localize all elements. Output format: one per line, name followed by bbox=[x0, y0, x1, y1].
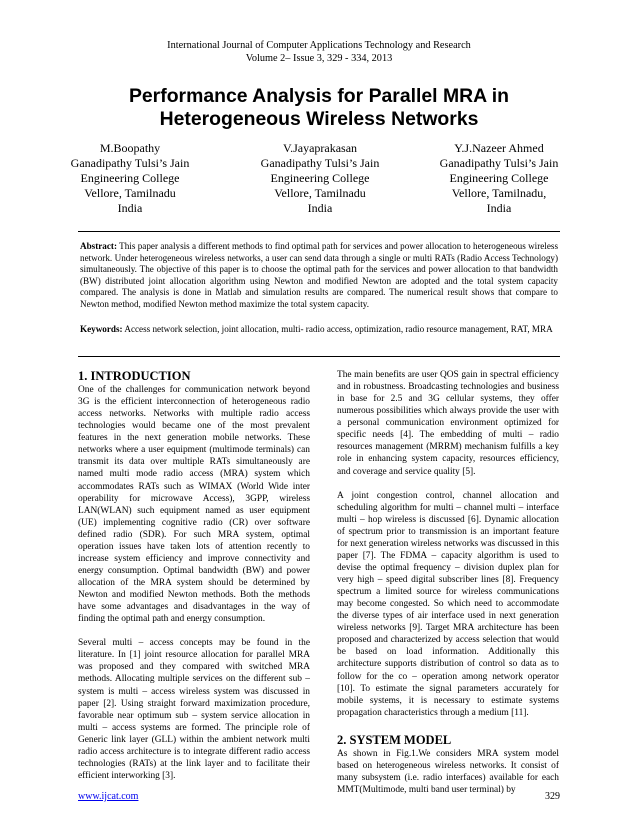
keywords bbox=[80, 321, 558, 338]
author-block bbox=[60, 141, 580, 215]
author-country: India bbox=[117, 201, 143, 215]
author-institute: Ganadipathy Tulsi’s Jain bbox=[70, 156, 190, 170]
author-institute: Engineering College bbox=[449, 171, 549, 185]
paragraph: Several multi – access concepts may be found in the literature. In [1] joint resource allocation for parallel MRA was proposed and they compared with switched MRA methods. Allocating multiple services on the different sub – system is multi – access wireless system was discussed in paper [2]. Using straight forward maximization procedure, favorable near optimum sub – system service allocation in multi – access systems are formed. The principle role of Generic link layer (GLL) within the ambient network multi radio access architecture is to integrate different radio access technologies (RATs) at the link layer and to facilitate their efficient interworking [3]. bbox=[78, 638, 310, 781]
paper-title bbox=[0, 85, 638, 131]
author-country: India bbox=[307, 201, 333, 215]
abstract-label: Abstract: bbox=[80, 241, 117, 251]
journal-name: International Journal of Computer Applications Technology and Research bbox=[167, 40, 471, 51]
paragraph: The main benefits are user QOS gain in spectral efficiency and in robustness. Broadcasting technologies and business in base for 2.5 and 3G cellular systems, they offer numerous possibilities which always provide the user with a personal communication environment optimized for specific needs [4]. The embedding of multi – radio resources management (MRRM) mechanism fulfills a key role in enhancing system capacity, resources efficiency, and coverage and service quality [5]. bbox=[337, 370, 559, 477]
page-number: 329 bbox=[545, 791, 560, 802]
keywords-text: Access network selection, joint allocation, multi- radio access, optimization, radio resource management, RAT, MRA bbox=[122, 324, 553, 334]
paragraph: One of the challenges for communication network beyond 3G is the efficient interconnection of heterogeneous radio access networks. Networks with multiple radio access technologies would became one of the most prevalent features in the next generation mobile networks. These networks where a user equipment (multimode terminals) can transmit its data over multiple RATs simultaneously are named multi mode radio access (MRA) system which accommodates RATs such as WIMAX (World Wide inter operability for microwave Access), 3GPP, wireless LAN(WLAN) such equipment named as user equipment (UE) implementing cognitive radio (CR) over software defined radio (SDR). For such MRA system, optimal operation issues have taken lots of attention recently to increase system efficiency and improve connectivity and energy consumption. Optimal bandwidth (BW) and power allocation of the MRA system should be determined by Newton and modified Newton methods. Both the methods have some advantages and disadvantages in the way of finding the optimal path and energy consumption. bbox=[78, 385, 310, 625]
author-institute: Ganadipathy Tulsi’s Jain bbox=[439, 156, 559, 170]
divider-bottom bbox=[78, 356, 560, 357]
author-name: V.Jayaprakasan bbox=[282, 141, 358, 155]
left-column bbox=[78, 369, 310, 782]
section-heading-system-model: 2. SYSTEM MODEL bbox=[337, 732, 452, 747]
author-3 bbox=[404, 141, 594, 216]
author-name: Y.J.Nazeer Ahmed bbox=[454, 141, 544, 155]
divider-top bbox=[78, 231, 560, 232]
paragraph: As shown in Fig.1.We considers MRA system model based on heterogeneous wireless networks. It consist of many subsystem (i.e. radio interfaces) available for each MMT(Multimode, multi band user terminal) by bbox=[337, 748, 559, 795]
author-country: India bbox=[486, 201, 512, 215]
keywords-label: Keywords bbox=[80, 324, 120, 334]
journal-volume: Volume 2– Issue 3, 329 - 334, 2013 bbox=[245, 52, 393, 64]
journal-url-link[interactable]: www.ijcat.com bbox=[78, 791, 139, 802]
author-city: Vellore, Tamilnadu bbox=[274, 186, 366, 200]
paragraph: A joint congestion control, channel allocation and scheduling algorithm for multi – channel multi – interface multi – hop wireless is discussed [6]. Dynamic allocation of spectrum prior to transmission is an important feature for next generation wireless networks was discussed in this paper [7]. The FDMA – capacity algorithm is used to devise the optimal frequency – division duplex plan for very high – speed digital subscriber lines [8]. Frequency spectrum a limited source for wireless communications may become congested. So which need to accommodate the diverse types of air interface used in next generation wireless networks [9]. Target MRA architecture has been proposed and characterized by access selection that would be based on load information. Additionally this architecture supports distribution of control so data as to follow for the co – operation among network operator [10]. To estimate the signal parameters accurately for mobile systems, it is necessary to estimate systems propagation characteristics through a medium [11]. bbox=[337, 490, 559, 718]
author-2 bbox=[225, 141, 415, 216]
author-institute: Engineering College bbox=[80, 171, 180, 185]
author-city: Vellore, Tamilnadu, bbox=[451, 186, 547, 200]
author-name: M.Boopathy bbox=[99, 141, 161, 155]
section-heading-introduction: 1. INTRODUCTION bbox=[78, 369, 191, 383]
abstract bbox=[80, 241, 558, 311]
author-institute: Engineering College bbox=[270, 171, 370, 185]
keywords-colon: : bbox=[119, 324, 123, 334]
author-institute: Ganadipathy Tulsi’s Jain bbox=[260, 156, 380, 170]
journal-header bbox=[0, 40, 638, 65]
author-1 bbox=[35, 141, 225, 216]
author-city: Vellore, Tamilnadu bbox=[84, 186, 176, 200]
abstract-text: This paper analysis a different methods to find optimal path for services and power allocation to heterogeneous wireless network. Under heterogeneous wireless networks, a user can send data through a single or multi RATs (Radio Access Technology) simultaneously. The objective of this paper is to choose the optimal path for the services and power allocation to that bandwidth (BW) distributed joint allocation algorithm using Newton and modified Newton are adopted and the total system capacity compared. The analysis is done in Matlab and simulation results are compared. The numerical result shows that compare to Newton method, modified Newton method maximize the total system capacity. bbox=[80, 241, 558, 309]
paper-title-line2: Heterogeneous Wireless Networks bbox=[159, 108, 479, 130]
right-column bbox=[337, 369, 559, 796]
paper-title-line1: Performance Analysis for Parallel MRA in bbox=[128, 85, 510, 107]
